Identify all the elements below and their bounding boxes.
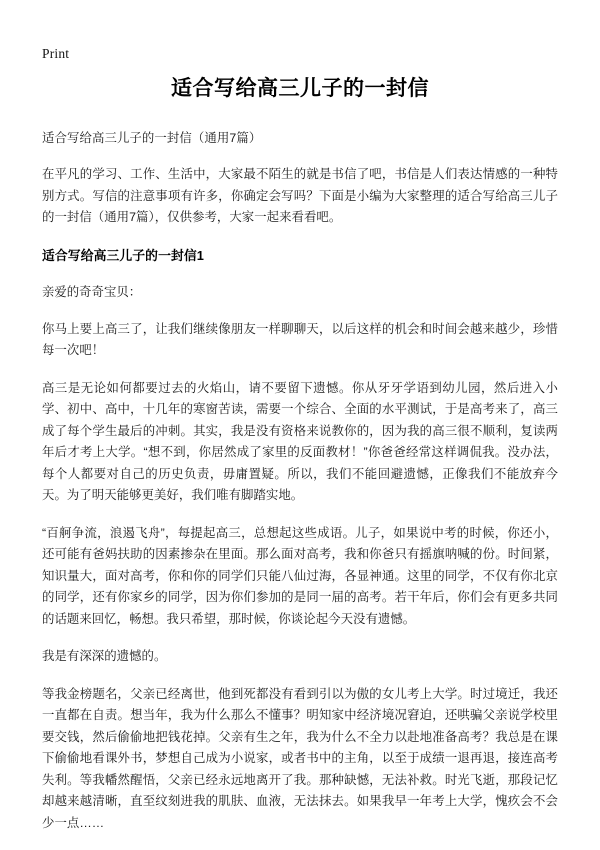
body-paragraph-4: 我是有深深的遗憾的。 — [42, 649, 167, 663]
document-subtitle: 适合写给高三儿子的一封信（通用7篇） — [42, 131, 262, 145]
print-label[interactable]: Print — [42, 46, 70, 61]
section-heading: 适合写给高三儿子的一封信1 — [42, 247, 204, 263]
document-body — [42, 74, 558, 850]
page-title: 适合写给高三儿子的一封信 — [171, 77, 429, 100]
body-paragraph-2: 高三是无论如何都要过去的火焰山，请不要留下遗憾。你从牙牙学语到幼儿园，然后进入小学、初中、高中，十几年的寒窗苦读，需要一个综合、全面的水平测试，于是高考来了，高三成了每个学生最后的冲刺。其实，我是没有资格来说教你的，因为我的高三很不顺利，复读两年后才考上大学。“想不到，你居然成了家里的反面教材！”你爸爸经常这样调侃我。没办法，每个人都要对自己的历史负责，毋庸置疑。所以，我们不能回避遗憾，正像我们不能放弃今天。为了明天能够更美好，我们唯有脚踏实地。 — [42, 380, 558, 502]
salutation: 亲爱的奇奇宝贝： — [42, 284, 142, 299]
body-paragraph-3: “百舸争流，浪遏飞舟”，每提起高三，总想起这些成语。儿子，如果说中考的时候，你还小，还可能有爸妈扶助的因素掺杂在里面。那么面对高考，我和你爸只有摇旗呐喊的份。时间紧，知识量大，面对高考，你和你的同学们只能八仙过海，各显神通。这里的同学，不仅有你北京的同学，还有你家乡的同学，因为你们参加的是同一届的高考。若干年后，你们会有更多共同的话题来回忆，畅想。我只希望，那时候，你谈论起今天没有遗憾。 — [42, 525, 558, 626]
body-paragraph-5: 等我金榜题名，父亲已经离世，他到死都没有看到引以为傲的女儿考上大学。时过境迁，我还一直都在自责。想当年，我为什么那么不懂事？明知家中经济境况窘迫，还哄骗父亲说学校里要交钱，然后偷偷地把钱花掉。父亲有生之年，我为什么不全力以赴地准备高考？我总是在课下偷偷地看课外书，梦想自己成为小说家，或者书中的主角，以至于成绩一退再退，接连高考失利。等我幡然醒悟，父亲已经永远地离开了我。那种缺憾，无法补救。时光飞逝，那段记忆却越来越清晰，直至纹刻进我的肌肤、血液，无法抹去。如果我早一年考上大学，愧疚会不会少一点…… — [42, 686, 558, 830]
body-paragraph-1: 你马上要上高三了，让我们继续像朋友一样聊聊天，以后这样的机会和时间会越来越少，珍惜每一次吧！ — [42, 321, 558, 357]
intro-paragraph: 在平凡的学习、工作、生活中，大家最不陌生的就是书信了吧，书信是人们表达情感的一种特别方式。写信的注意事项有许多，你确定会写吗？下面是小编为大家整理的适合写给高三儿子的一封信（通用7篇），仅供参考，大家一起来看看吧。 — [42, 167, 558, 224]
